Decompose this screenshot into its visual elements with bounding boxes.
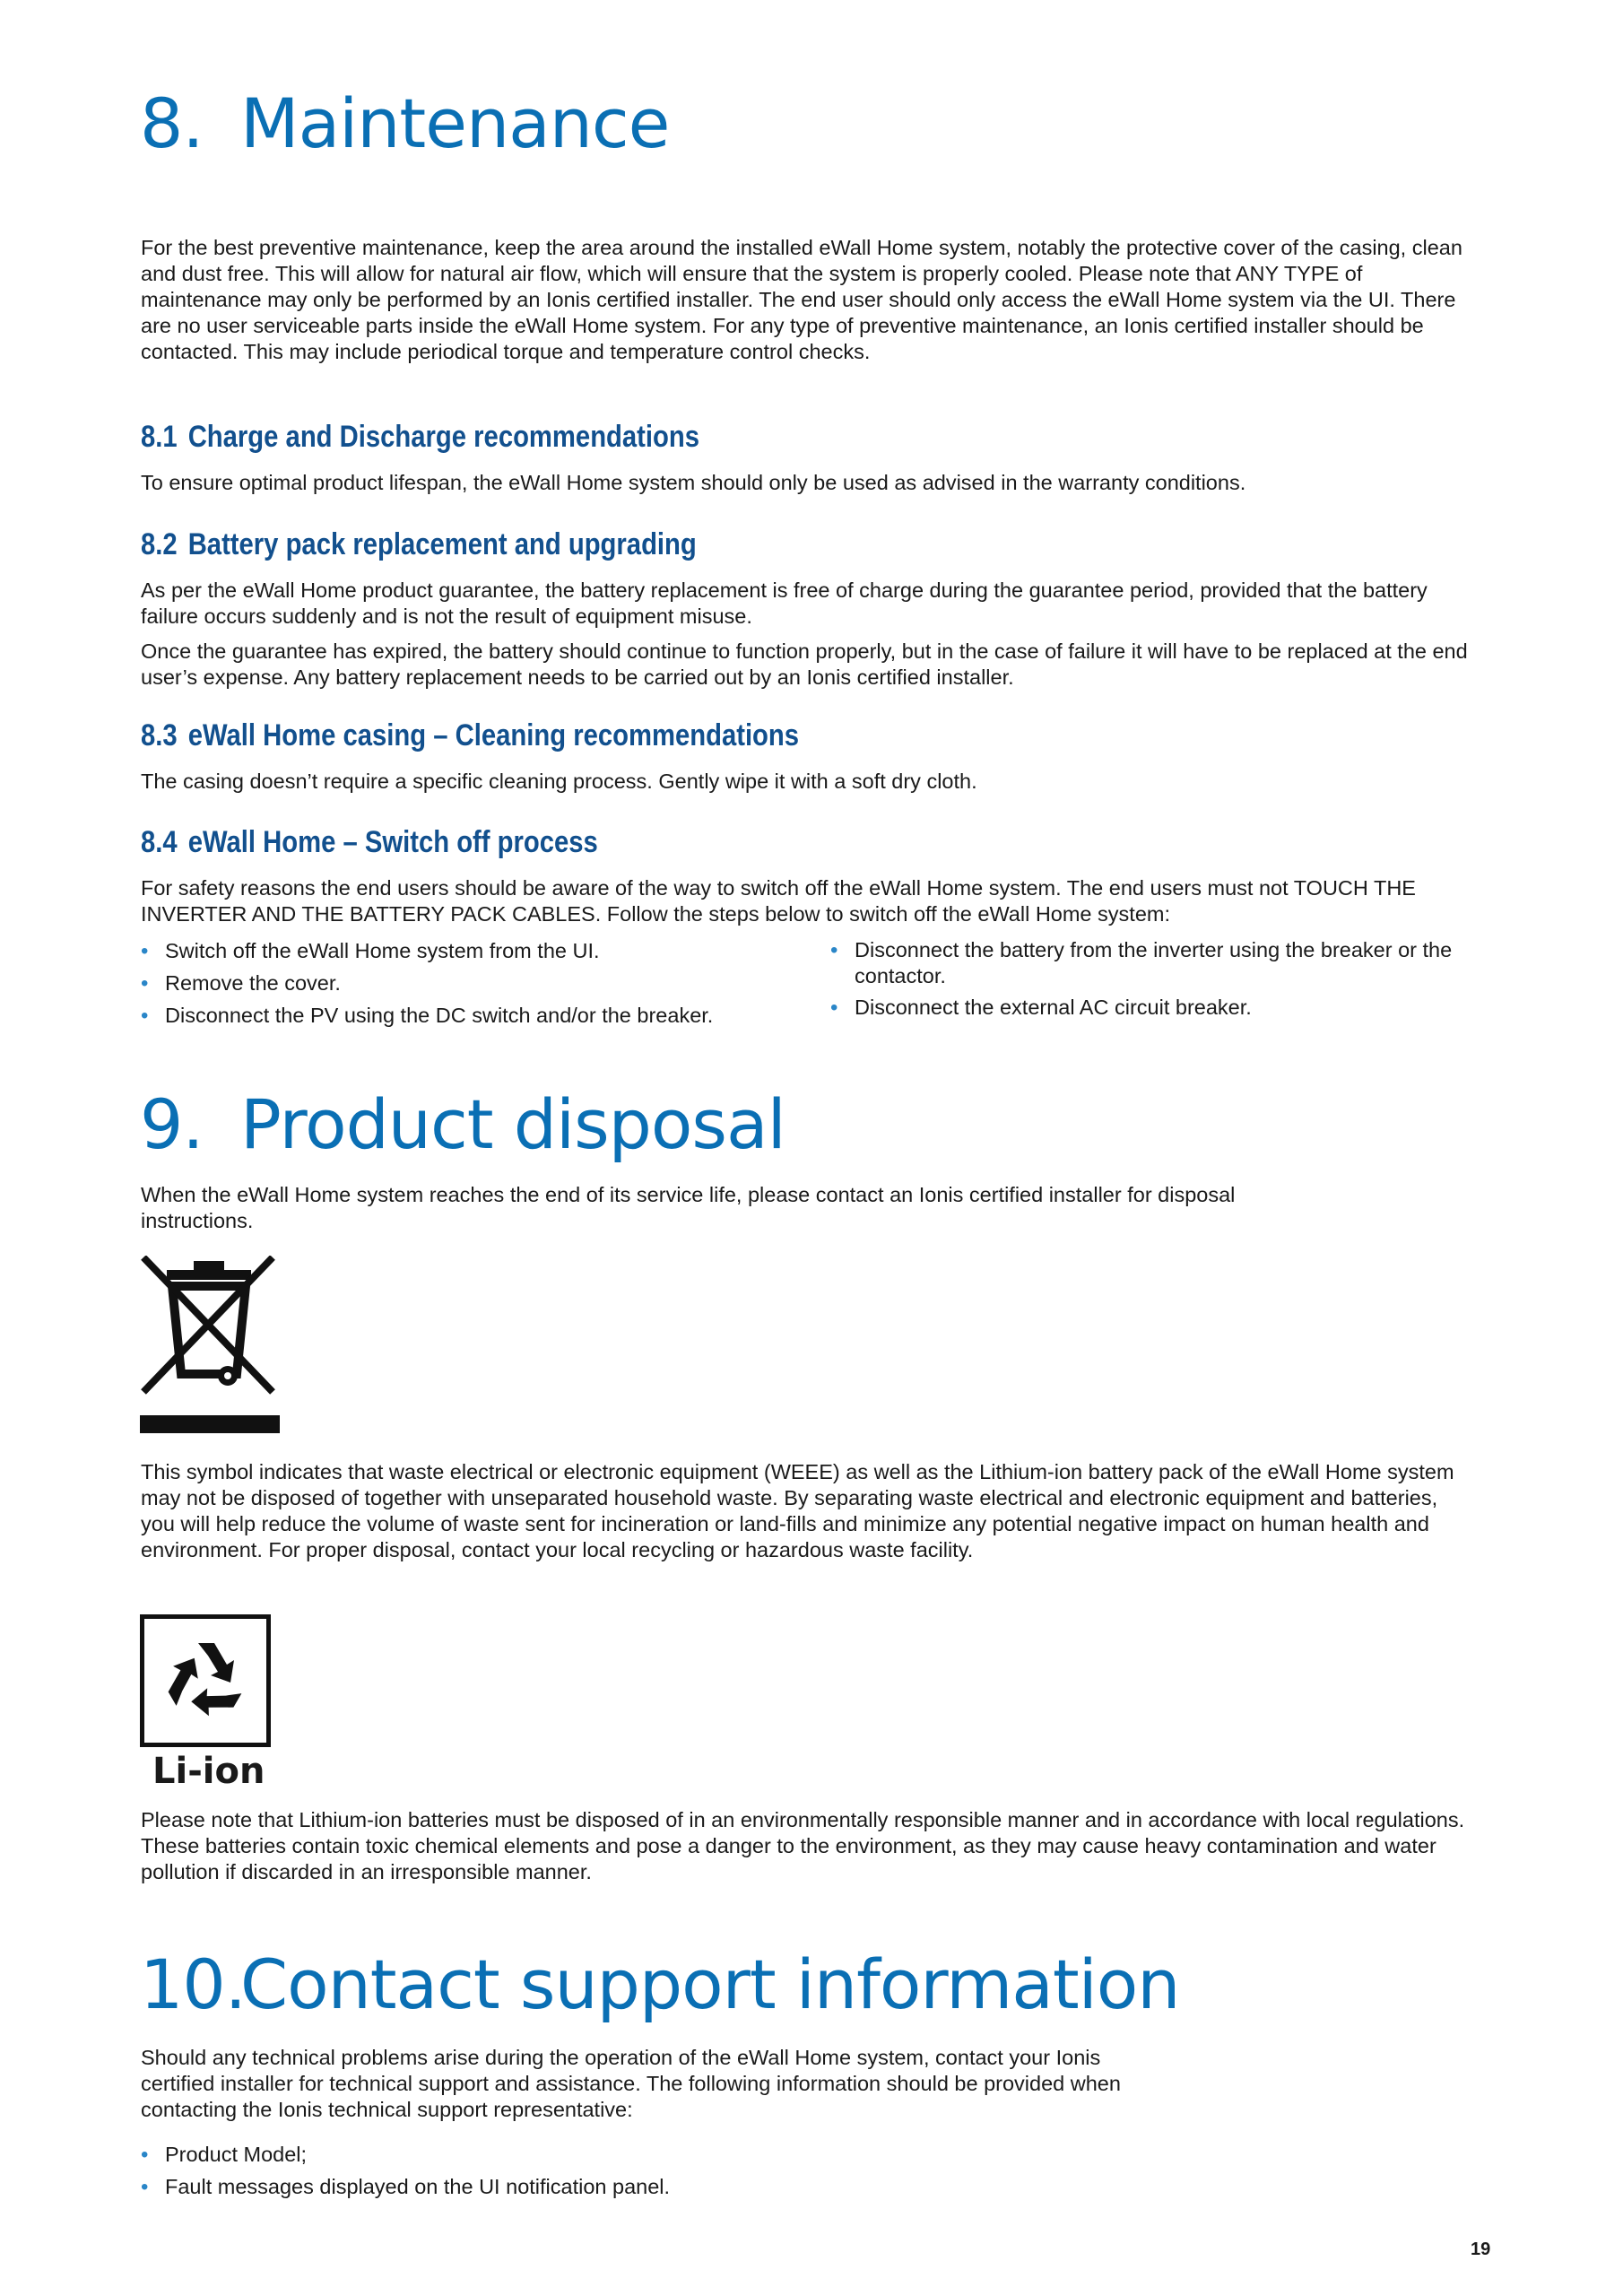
section-10-title: Contact support information xyxy=(240,1944,1180,2024)
subsection-8-4-heading xyxy=(141,827,598,857)
section-9-heading xyxy=(140,1084,785,1164)
section-10-heading xyxy=(140,1944,1180,2024)
subsection-8-3-text: The casing doesn’t require a specific cleaning process. Gently wipe it with a soft dry cloth. xyxy=(141,770,977,793)
weee-text: This symbol indicates that waste electrical or electronic equipment (WEEE) as well as the Lithium-ion battery pack of the eWall Home system may not be disposed of together with unseparated household waste. By separating waste electrical and electronic equipment and batteries, you will help reduce the volume of waste sent for incineration or land-fills and minimize any potential negative impact on human health and environment. For proper disposal, contact your local recycling or hazardous waste facility. xyxy=(141,1460,1454,1561)
subsection-8-2-number: 8.2 xyxy=(141,527,178,561)
subsection-8-2-paragraph-1: As per the eWall Home product guarantee, the battery replacement is free of charge during the guarantee period, provided that the battery failure occurs suddenly and is not the result of equipment misuse. xyxy=(141,578,1428,628)
section-10-number: 10. xyxy=(140,1944,246,2024)
switch-off-steps-left xyxy=(141,938,804,1035)
subsection-8-1-number: 8.1 xyxy=(141,420,178,454)
section-8-number: 8. xyxy=(140,83,204,163)
page-number: 19 xyxy=(1471,2239,1491,2259)
subsection-8-2-body xyxy=(141,578,1477,691)
subsection-8-2-title: Battery pack replacement and upgrading xyxy=(187,527,697,561)
liion-label: Li-ion xyxy=(152,1751,265,1792)
list-item: • Switch off the eWall Home system from the UI. xyxy=(141,938,804,964)
subsection-8-4-text: For safety reasons the end users should be aware of the way to switch off the eWall Home system. The end users must not TOUCH THE INVERTER AND THE BATTERY PACK CABLES. Follow the steps below to switch off the eWall Home system: xyxy=(141,876,1416,926)
section-8-title: Maintenance xyxy=(240,83,670,163)
maintenance-intro: For the best preventive maintenance, keep the area around the installed eWall Home system, notably the protective cover of the casing, clean and dust free. This will allow for natural air flow, which will ensure that the system is properly cooled. Please note that ANY TYPE of maintenance may only be performed by an Ionis certified installer. The end user should only access the eWall Home system via the UI. There are no user serviceable parts inside the eWall Home system. For any type of preventive maintenance, an Ionis certified installer should be contacted. This may include periodical torque and temperature control checks. xyxy=(141,236,1462,363)
section-9-number: 9. xyxy=(140,1084,204,1164)
section-8-heading xyxy=(140,83,670,163)
contact-intro: Should any technical problems arise during the operation of the eWall Home system, contact your Ionis certified installer for technical support and assistance. The following information should be provided when contacting the Ionis technical support representative: xyxy=(141,2046,1121,2121)
subsection-8-4-number: 8.4 xyxy=(141,825,178,859)
subsection-8-3-title: eWall Home casing – Cleaning recommendations xyxy=(187,718,800,752)
list-item: • Disconnect the external AC circuit breaker. xyxy=(830,995,1476,1021)
list-item: • Remove the cover. xyxy=(141,970,804,996)
subsection-8-1-text: To ensure optimal product lifespan, the eWall Home system should only be used as advised in the warranty conditions. xyxy=(141,471,1246,494)
list-item: • Product Model; xyxy=(141,2142,1037,2168)
section-9-title: Product disposal xyxy=(240,1084,785,1164)
recycle-icon xyxy=(140,1614,271,1747)
list-item: • Disconnect the PV using the DC switch and/or the breaker. xyxy=(141,1003,804,1029)
list-item: • Disconnect the battery from the inverter using the breaker or the contactor. xyxy=(830,937,1476,989)
weee-bin-icon xyxy=(140,1256,280,1435)
subsection-8-4-title: eWall Home – Switch off process xyxy=(187,825,598,859)
switch-off-steps-right xyxy=(830,937,1476,1027)
subsection-8-1-title: Charge and Discharge recommendations xyxy=(187,420,700,454)
subsection-8-2-heading xyxy=(141,529,697,560)
subsection-8-1-heading xyxy=(141,422,699,452)
subsection-8-3-heading xyxy=(141,720,799,751)
list-item: • Fault messages displayed on the UI notification panel. xyxy=(141,2174,1037,2200)
subsection-8-3-number: 8.3 xyxy=(141,718,178,752)
subsection-8-2-paragraph-2: Once the guarantee has expired, the battery should continue to function properly, but in the case of failure it will have to be replaced at the end user’s expense. Any battery replacement needs to be carried out by an Ionis certified installer. xyxy=(141,639,1468,689)
contact-info-list xyxy=(141,2142,1037,2206)
disposal-intro: When the eWall Home system reaches the end of its service life, please contact an Ionis certified installer for disposal instructions. xyxy=(141,1183,1236,1232)
liion-text: Please note that Lithium-ion batteries must be disposed of in an environmentally responsible manner and in accordance with local regulations. These batteries contain toxic chemical elements and pose a danger to the environment, as they may cause heavy contamination and water pollution if discarded in an irresponsible manner. xyxy=(141,1808,1465,1883)
